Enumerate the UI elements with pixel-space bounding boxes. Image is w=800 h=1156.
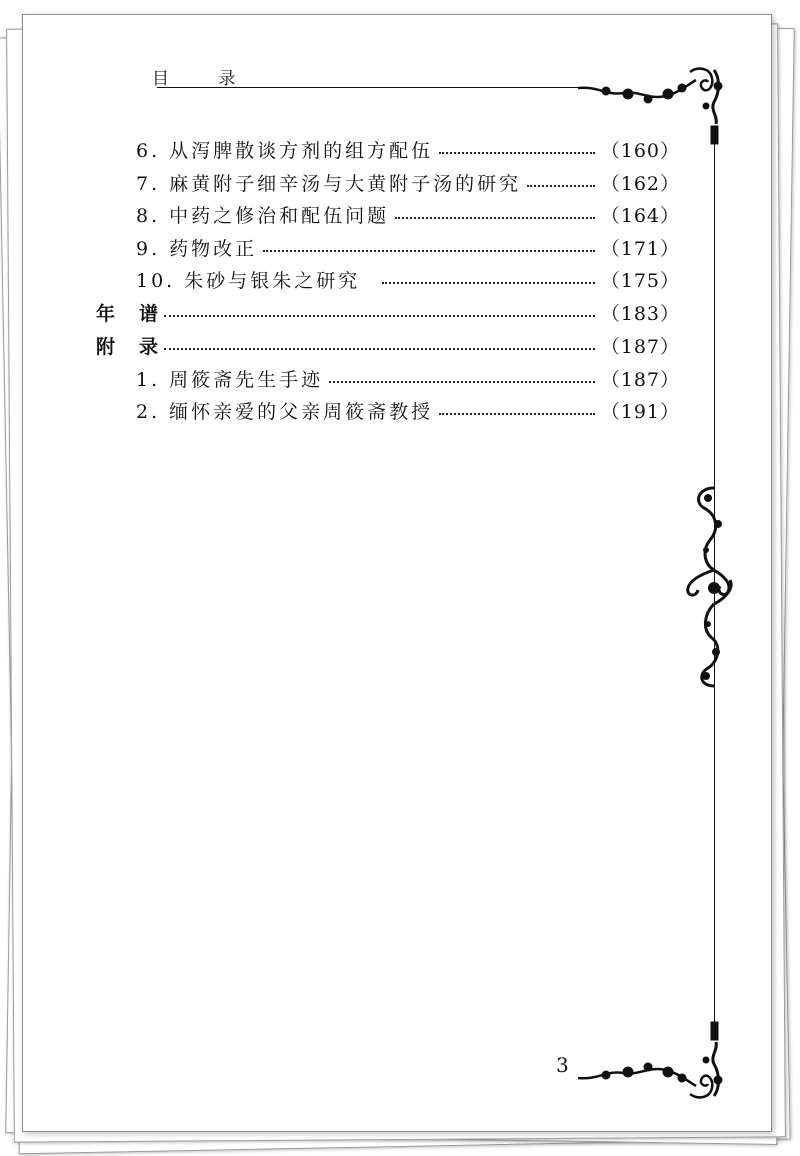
toc-entry[interactable] bbox=[136, 199, 680, 229]
toc-entry-page: （187） bbox=[600, 335, 680, 358]
toc-entry[interactable] bbox=[136, 395, 680, 425]
toc-entry-title: 2. 缅怀亲爱的父亲周筱斋教授 bbox=[136, 400, 434, 423]
dot-leader bbox=[382, 281, 594, 284]
dot-leader bbox=[395, 216, 595, 219]
toc-section-title: 附录 bbox=[96, 335, 183, 358]
toc-entry-page: （164） bbox=[600, 204, 680, 227]
toc-entry[interactable] bbox=[136, 167, 680, 197]
toc-entry-page: （160） bbox=[600, 139, 680, 162]
dot-leader bbox=[263, 249, 595, 252]
toc-entry[interactable] bbox=[136, 134, 680, 164]
page-number: 3 bbox=[556, 1053, 569, 1077]
header-rule bbox=[157, 87, 590, 88]
dot-leader bbox=[527, 184, 595, 187]
toc-entry-page: （183） bbox=[600, 302, 680, 325]
dot-leader bbox=[439, 412, 595, 415]
scroll-ornament-icon bbox=[684, 484, 740, 690]
toc-entry-title: 6. 从泻脾散谈方剂的组方配伍 bbox=[136, 139, 434, 162]
toc-entry-title: 1. 周筱斋先生手迹 bbox=[136, 368, 324, 391]
toc-entry-page: （171） bbox=[600, 237, 680, 260]
toc-entry[interactable] bbox=[136, 264, 680, 294]
toc-entry-title: 10. 朱砂与银朱之研究 bbox=[136, 269, 361, 292]
toc-entry-title: 7. 麻黄附子细辛汤与大黄附子汤的研究 bbox=[136, 172, 522, 195]
toc-entry[interactable] bbox=[136, 363, 680, 393]
toc-entry-title: 9. 药物改正 bbox=[136, 237, 258, 260]
toc-entry-page: （162） bbox=[600, 172, 680, 195]
toc-entry-page: （191） bbox=[600, 400, 680, 423]
toc-entry[interactable] bbox=[136, 232, 680, 262]
dot-leader bbox=[329, 380, 595, 383]
toc-section[interactable] bbox=[96, 297, 680, 327]
toc-entry-page: （175） bbox=[600, 269, 680, 292]
toc-entry-page: （187） bbox=[600, 368, 680, 391]
dot-leader bbox=[164, 314, 595, 317]
dot-leader bbox=[164, 347, 595, 350]
toc-section-title: 年谱 bbox=[96, 302, 183, 325]
toc-entry-title: 8. 中药之修治和配伍问题 bbox=[136, 204, 390, 227]
corner-ornament-icon bbox=[578, 1020, 728, 1100]
dot-leader bbox=[439, 151, 595, 154]
toc-section[interactable] bbox=[96, 330, 680, 360]
running-header: 目 录 bbox=[152, 69, 258, 89]
